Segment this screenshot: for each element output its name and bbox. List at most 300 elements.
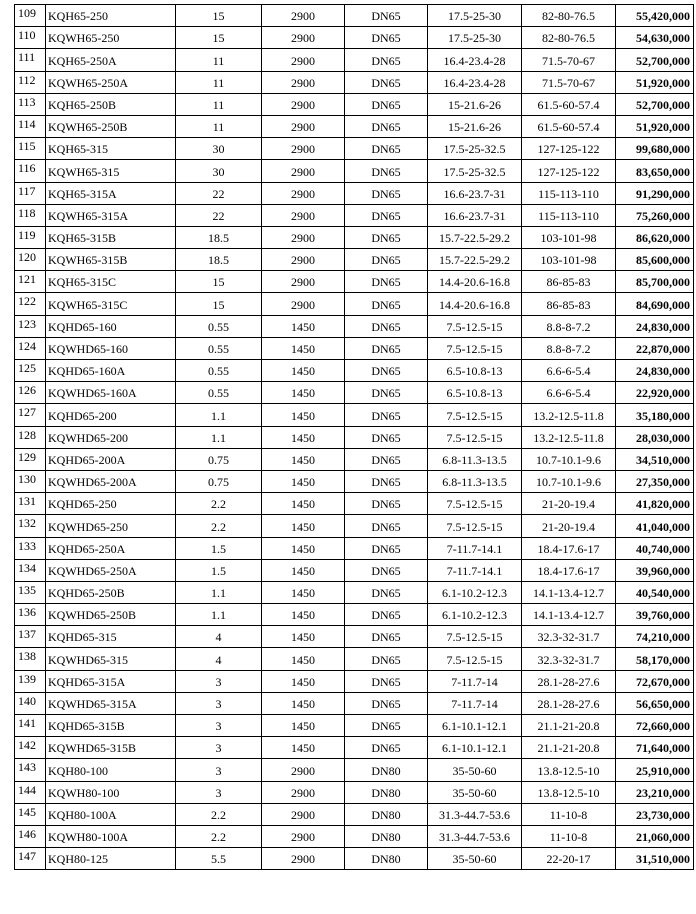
model-cell: KQHD65-250B (46, 581, 176, 603)
diameter-cell: DN65 (345, 648, 428, 670)
power-cell: 22 (176, 182, 262, 204)
price-cell: 86,620,000 (616, 226, 694, 248)
speed-cell: 1450 (262, 692, 345, 714)
model-cell: KQWHD65-250A (46, 559, 176, 581)
speed-cell: 2900 (262, 93, 345, 115)
speed-cell: 2900 (262, 204, 345, 226)
head-cell: 86-85-83 (522, 293, 616, 315)
speed-cell: 2900 (262, 27, 345, 49)
model-cell: KQWH80-100A (46, 825, 176, 847)
model-cell: KQHD65-200A (46, 448, 176, 470)
head-cell: 32.3-32-31.7 (522, 648, 616, 670)
head-cell: 61.5-60-57.4 (522, 93, 616, 115)
flow-cell: 7.5-12.5-15 (428, 426, 522, 448)
speed-cell: 2900 (262, 160, 345, 182)
price-cell: 39,760,000 (616, 604, 694, 626)
table-row (15, 648, 694, 670)
table-row (15, 426, 694, 448)
speed-cell: 2900 (262, 271, 345, 293)
flow-cell: 6.1-10.1-12.1 (428, 715, 522, 737)
row-number: 128 (15, 426, 46, 448)
price-table (14, 4, 694, 870)
price-cell: 99,680,000 (616, 138, 694, 160)
speed-cell: 1450 (262, 470, 345, 492)
price-cell: 58,170,000 (616, 648, 694, 670)
diameter-cell: DN65 (345, 160, 428, 182)
flow-cell: 16.4-23.4-28 (428, 71, 522, 93)
head-cell: 18.4-17.6-17 (522, 559, 616, 581)
power-cell: 15 (176, 27, 262, 49)
power-cell: 1.1 (176, 426, 262, 448)
diameter-cell: DN65 (345, 715, 428, 737)
power-cell: 11 (176, 115, 262, 137)
price-cell: 23,730,000 (616, 803, 694, 825)
row-number: 125 (15, 360, 46, 382)
head-cell: 18.4-17.6-17 (522, 537, 616, 559)
row-number: 138 (15, 648, 46, 670)
table-body (15, 5, 694, 870)
head-cell: 21-20-19.4 (522, 515, 616, 537)
speed-cell: 1450 (262, 559, 345, 581)
speed-cell: 2900 (262, 848, 345, 870)
power-cell: 1.1 (176, 404, 262, 426)
price-cell: 22,920,000 (616, 382, 694, 404)
power-cell: 2.2 (176, 515, 262, 537)
head-cell: 13.2-12.5-11.8 (522, 404, 616, 426)
diameter-cell: DN65 (345, 226, 428, 248)
speed-cell: 2900 (262, 182, 345, 204)
row-number: 130 (15, 470, 46, 492)
flow-cell: 6.1-10.1-12.1 (428, 737, 522, 759)
table-row (15, 670, 694, 692)
price-cell: 25,910,000 (616, 759, 694, 781)
flow-cell: 7.5-12.5-15 (428, 493, 522, 515)
power-cell: 3 (176, 715, 262, 737)
table-row (15, 470, 694, 492)
head-cell: 13.2-12.5-11.8 (522, 426, 616, 448)
flow-cell: 7-11.7-14.1 (428, 559, 522, 581)
table-row (15, 49, 694, 71)
speed-cell: 1450 (262, 515, 345, 537)
model-cell: KQH80-100A (46, 803, 176, 825)
price-cell: 23,210,000 (616, 781, 694, 803)
model-cell: KQHD65-315B (46, 715, 176, 737)
flow-cell: 6.1-10.2-12.3 (428, 581, 522, 603)
price-cell: 35,180,000 (616, 404, 694, 426)
price-cell: 51,920,000 (616, 115, 694, 137)
row-number: 115 (15, 138, 46, 160)
row-number: 121 (15, 271, 46, 293)
head-cell: 21-20-19.4 (522, 493, 616, 515)
power-cell: 11 (176, 93, 262, 115)
head-cell: 6.6-6-5.4 (522, 360, 616, 382)
price-cell: 72,660,000 (616, 715, 694, 737)
head-cell: 8.8-8-7.2 (522, 315, 616, 337)
model-cell: KQH65-315 (46, 138, 176, 160)
model-cell: KQWH65-250B (46, 115, 176, 137)
model-cell: KQHD65-200 (46, 404, 176, 426)
table-row (15, 515, 694, 537)
row-number: 143 (15, 759, 46, 781)
diameter-cell: DN65 (345, 626, 428, 648)
diameter-cell: DN65 (345, 382, 428, 404)
table-row (15, 93, 694, 115)
power-cell: 30 (176, 160, 262, 182)
model-cell: KQWHD65-315A (46, 692, 176, 714)
table-row (15, 138, 694, 160)
table-row (15, 848, 694, 870)
diameter-cell: DN65 (345, 204, 428, 226)
speed-cell: 2900 (262, 781, 345, 803)
head-cell: 32.3-32-31.7 (522, 626, 616, 648)
flow-cell: 17.5-25-32.5 (428, 160, 522, 182)
power-cell: 4 (176, 626, 262, 648)
table-row (15, 315, 694, 337)
speed-cell: 2900 (262, 825, 345, 847)
head-cell: 127-125-122 (522, 138, 616, 160)
table-row (15, 604, 694, 626)
flow-cell: 31.3-44.7-53.6 (428, 803, 522, 825)
price-cell: 41,820,000 (616, 493, 694, 515)
diameter-cell: DN65 (345, 604, 428, 626)
table-row (15, 182, 694, 204)
diameter-cell: DN65 (345, 337, 428, 359)
model-cell: KQH65-315A (46, 182, 176, 204)
diameter-cell: DN65 (345, 448, 428, 470)
power-cell: 0.55 (176, 382, 262, 404)
speed-cell: 2900 (262, 49, 345, 71)
model-cell: KQWHD65-315B (46, 737, 176, 759)
speed-cell: 2900 (262, 115, 345, 137)
head-cell: 11-10-8 (522, 825, 616, 847)
power-cell: 3 (176, 781, 262, 803)
price-cell: 74,210,000 (616, 626, 694, 648)
model-cell: KQWH65-315 (46, 160, 176, 182)
row-number: 133 (15, 537, 46, 559)
diameter-cell: DN65 (345, 581, 428, 603)
price-cell: 24,830,000 (616, 315, 694, 337)
power-cell: 22 (176, 204, 262, 226)
speed-cell: 1450 (262, 448, 345, 470)
diameter-cell: DN65 (345, 271, 428, 293)
price-cell: 85,600,000 (616, 249, 694, 271)
head-cell: 21.1-21-20.8 (522, 737, 616, 759)
head-cell: 28.1-28-27.6 (522, 670, 616, 692)
flow-cell: 15.7-22.5-29.2 (428, 226, 522, 248)
power-cell: 30 (176, 138, 262, 160)
row-number: 145 (15, 803, 46, 825)
table-row (15, 293, 694, 315)
price-cell: 71,640,000 (616, 737, 694, 759)
row-number: 117 (15, 182, 46, 204)
row-number: 140 (15, 692, 46, 714)
diameter-cell: DN80 (345, 759, 428, 781)
row-number: 129 (15, 448, 46, 470)
table-row (15, 115, 694, 137)
diameter-cell: DN80 (345, 848, 428, 870)
row-number: 119 (15, 226, 46, 248)
row-number: 120 (15, 249, 46, 271)
diameter-cell: DN65 (345, 470, 428, 492)
speed-cell: 1450 (262, 493, 345, 515)
diameter-cell: DN65 (345, 249, 428, 271)
model-cell: KQWHD65-200 (46, 426, 176, 448)
model-cell: KQHD65-160A (46, 360, 176, 382)
head-cell: 115-113-110 (522, 182, 616, 204)
flow-cell: 35-50-60 (428, 781, 522, 803)
table-row (15, 537, 694, 559)
speed-cell: 1450 (262, 426, 345, 448)
row-number: 124 (15, 337, 46, 359)
price-cell: 39,960,000 (616, 559, 694, 581)
head-cell: 103-101-98 (522, 226, 616, 248)
flow-cell: 7-11.7-14 (428, 670, 522, 692)
table-row (15, 337, 694, 359)
speed-cell: 2900 (262, 5, 345, 27)
row-number: 139 (15, 670, 46, 692)
model-cell: KQH65-250B (46, 93, 176, 115)
model-cell: KQHD65-315 (46, 626, 176, 648)
model-cell: KQWH65-315C (46, 293, 176, 315)
row-number: 116 (15, 160, 46, 182)
diameter-cell: DN65 (345, 737, 428, 759)
power-cell: 11 (176, 71, 262, 93)
price-cell: 40,540,000 (616, 581, 694, 603)
flow-cell: 6.1-10.2-12.3 (428, 604, 522, 626)
speed-cell: 1450 (262, 737, 345, 759)
speed-cell: 2900 (262, 138, 345, 160)
head-cell: 28.1-28-27.6 (522, 692, 616, 714)
model-cell: KQHD65-315A (46, 670, 176, 692)
flow-cell: 15.7-22.5-29.2 (428, 249, 522, 271)
power-cell: 18.5 (176, 249, 262, 271)
speed-cell: 1450 (262, 360, 345, 382)
power-cell: 0.55 (176, 337, 262, 359)
power-cell: 1.1 (176, 581, 262, 603)
power-cell: 2.2 (176, 493, 262, 515)
table-row (15, 759, 694, 781)
price-cell: 31,510,000 (616, 848, 694, 870)
diameter-cell: DN65 (345, 360, 428, 382)
price-cell: 52,700,000 (616, 49, 694, 71)
table-row (15, 626, 694, 648)
flow-cell: 15-21.6-26 (428, 115, 522, 137)
head-cell: 10.7-10.1-9.6 (522, 448, 616, 470)
row-number: 118 (15, 204, 46, 226)
row-number: 109 (15, 5, 46, 27)
head-cell: 13.8-12.5-10 (522, 759, 616, 781)
table-row (15, 27, 694, 49)
power-cell: 1.5 (176, 537, 262, 559)
row-number: 122 (15, 293, 46, 315)
diameter-cell: DN65 (345, 182, 428, 204)
power-cell: 2.2 (176, 803, 262, 825)
diameter-cell: DN80 (345, 825, 428, 847)
head-cell: 86-85-83 (522, 271, 616, 293)
flow-cell: 14.4-20.6-16.8 (428, 271, 522, 293)
diameter-cell: DN65 (345, 115, 428, 137)
flow-cell: 16.4-23.4-28 (428, 49, 522, 71)
speed-cell: 1450 (262, 648, 345, 670)
row-number: 147 (15, 848, 46, 870)
model-cell: KQWHD65-315 (46, 648, 176, 670)
model-cell: KQH65-315B (46, 226, 176, 248)
power-cell: 18.5 (176, 226, 262, 248)
price-cell: 27,350,000 (616, 470, 694, 492)
model-cell: KQH80-100 (46, 759, 176, 781)
row-number: 123 (15, 315, 46, 337)
flow-cell: 7.5-12.5-15 (428, 648, 522, 670)
model-cell: KQWHD65-250B (46, 604, 176, 626)
diameter-cell: DN65 (345, 293, 428, 315)
speed-cell: 2900 (262, 226, 345, 248)
diameter-cell: DN65 (345, 559, 428, 581)
speed-cell: 1450 (262, 581, 345, 603)
model-cell: KQWH65-250 (46, 27, 176, 49)
price-cell: 24,830,000 (616, 360, 694, 382)
power-cell: 0.55 (176, 360, 262, 382)
table-row (15, 226, 694, 248)
diameter-cell: DN65 (345, 404, 428, 426)
model-cell: KQHD65-160 (46, 315, 176, 337)
flow-cell: 17.5-25-30 (428, 27, 522, 49)
table-row (15, 715, 694, 737)
price-cell: 34,510,000 (616, 448, 694, 470)
table-row (15, 559, 694, 581)
speed-cell: 2900 (262, 803, 345, 825)
price-cell: 52,700,000 (616, 93, 694, 115)
row-number: 126 (15, 382, 46, 404)
row-number: 113 (15, 93, 46, 115)
model-cell: KQWHD65-200A (46, 470, 176, 492)
price-cell: 56,650,000 (616, 692, 694, 714)
model-cell: KQWHD65-160 (46, 337, 176, 359)
table-row (15, 448, 694, 470)
row-number: 144 (15, 781, 46, 803)
row-number: 134 (15, 559, 46, 581)
table-row (15, 204, 694, 226)
diameter-cell: DN65 (345, 670, 428, 692)
price-cell: 55,420,000 (616, 5, 694, 27)
price-cell: 83,650,000 (616, 160, 694, 182)
power-cell: 1.1 (176, 604, 262, 626)
row-number: 131 (15, 493, 46, 515)
row-number: 142 (15, 737, 46, 759)
model-cell: KQWHD65-160A (46, 382, 176, 404)
table-row (15, 581, 694, 603)
row-number: 137 (15, 626, 46, 648)
head-cell: 82-80-76.5 (522, 27, 616, 49)
power-cell: 5.5 (176, 848, 262, 870)
speed-cell: 1450 (262, 670, 345, 692)
diameter-cell: DN80 (345, 781, 428, 803)
table-row (15, 360, 694, 382)
speed-cell: 1450 (262, 626, 345, 648)
head-cell: 82-80-76.5 (522, 5, 616, 27)
speed-cell: 1450 (262, 315, 345, 337)
table-row (15, 404, 694, 426)
row-number: 141 (15, 715, 46, 737)
flow-cell: 14.4-20.6-16.8 (428, 293, 522, 315)
flow-cell: 16.6-23.7-31 (428, 182, 522, 204)
speed-cell: 1450 (262, 715, 345, 737)
price-cell: 40,740,000 (616, 537, 694, 559)
head-cell: 8.8-8-7.2 (522, 337, 616, 359)
diameter-cell: DN65 (345, 692, 428, 714)
price-cell: 72,670,000 (616, 670, 694, 692)
speed-cell: 1450 (262, 537, 345, 559)
power-cell: 15 (176, 5, 262, 27)
head-cell: 13.8-12.5-10 (522, 781, 616, 803)
price-cell: 85,700,000 (616, 271, 694, 293)
head-cell: 71.5-70-67 (522, 71, 616, 93)
power-cell: 3 (176, 759, 262, 781)
price-cell: 54,630,000 (616, 27, 694, 49)
row-number: 114 (15, 115, 46, 137)
power-cell: 2.2 (176, 825, 262, 847)
power-cell: 0.75 (176, 470, 262, 492)
table-row (15, 493, 694, 515)
model-cell: KQWH65-315A (46, 204, 176, 226)
table-row (15, 825, 694, 847)
power-cell: 3 (176, 692, 262, 714)
model-cell: KQWH80-100 (46, 781, 176, 803)
flow-cell: 7.5-12.5-15 (428, 515, 522, 537)
flow-cell: 35-50-60 (428, 759, 522, 781)
diameter-cell: DN65 (345, 71, 428, 93)
diameter-cell: DN80 (345, 803, 428, 825)
table-row (15, 271, 694, 293)
head-cell: 115-113-110 (522, 204, 616, 226)
table-row (15, 160, 694, 182)
head-cell: 22-20-17 (522, 848, 616, 870)
speed-cell: 2900 (262, 71, 345, 93)
head-cell: 14.1-13.4-12.7 (522, 604, 616, 626)
diameter-cell: DN65 (345, 426, 428, 448)
table-row (15, 5, 694, 27)
price-cell: 22,870,000 (616, 337, 694, 359)
model-cell: KQH65-315C (46, 271, 176, 293)
flow-cell: 15-21.6-26 (428, 93, 522, 115)
price-cell: 91,290,000 (616, 182, 694, 204)
power-cell: 3 (176, 737, 262, 759)
flow-cell: 7-11.7-14.1 (428, 537, 522, 559)
diameter-cell: DN65 (345, 138, 428, 160)
speed-cell: 1450 (262, 337, 345, 359)
head-cell: 11-10-8 (522, 803, 616, 825)
diameter-cell: DN65 (345, 493, 428, 515)
power-cell: 11 (176, 49, 262, 71)
head-cell: 103-101-98 (522, 249, 616, 271)
price-cell: 28,030,000 (616, 426, 694, 448)
speed-cell: 1450 (262, 382, 345, 404)
diameter-cell: DN65 (345, 27, 428, 49)
head-cell: 6.6-6-5.4 (522, 382, 616, 404)
diameter-cell: DN65 (345, 315, 428, 337)
power-cell: 15 (176, 293, 262, 315)
price-cell: 84,690,000 (616, 293, 694, 315)
speed-cell: 2900 (262, 293, 345, 315)
row-number: 127 (15, 404, 46, 426)
table-row (15, 382, 694, 404)
head-cell: 21.1-21-20.8 (522, 715, 616, 737)
head-cell: 10.7-10.1-9.6 (522, 470, 616, 492)
model-cell: KQHD65-250A (46, 537, 176, 559)
price-cell: 75,260,000 (616, 204, 694, 226)
head-cell: 71.5-70-67 (522, 49, 616, 71)
model-cell: KQHD65-250 (46, 493, 176, 515)
speed-cell: 2900 (262, 249, 345, 271)
